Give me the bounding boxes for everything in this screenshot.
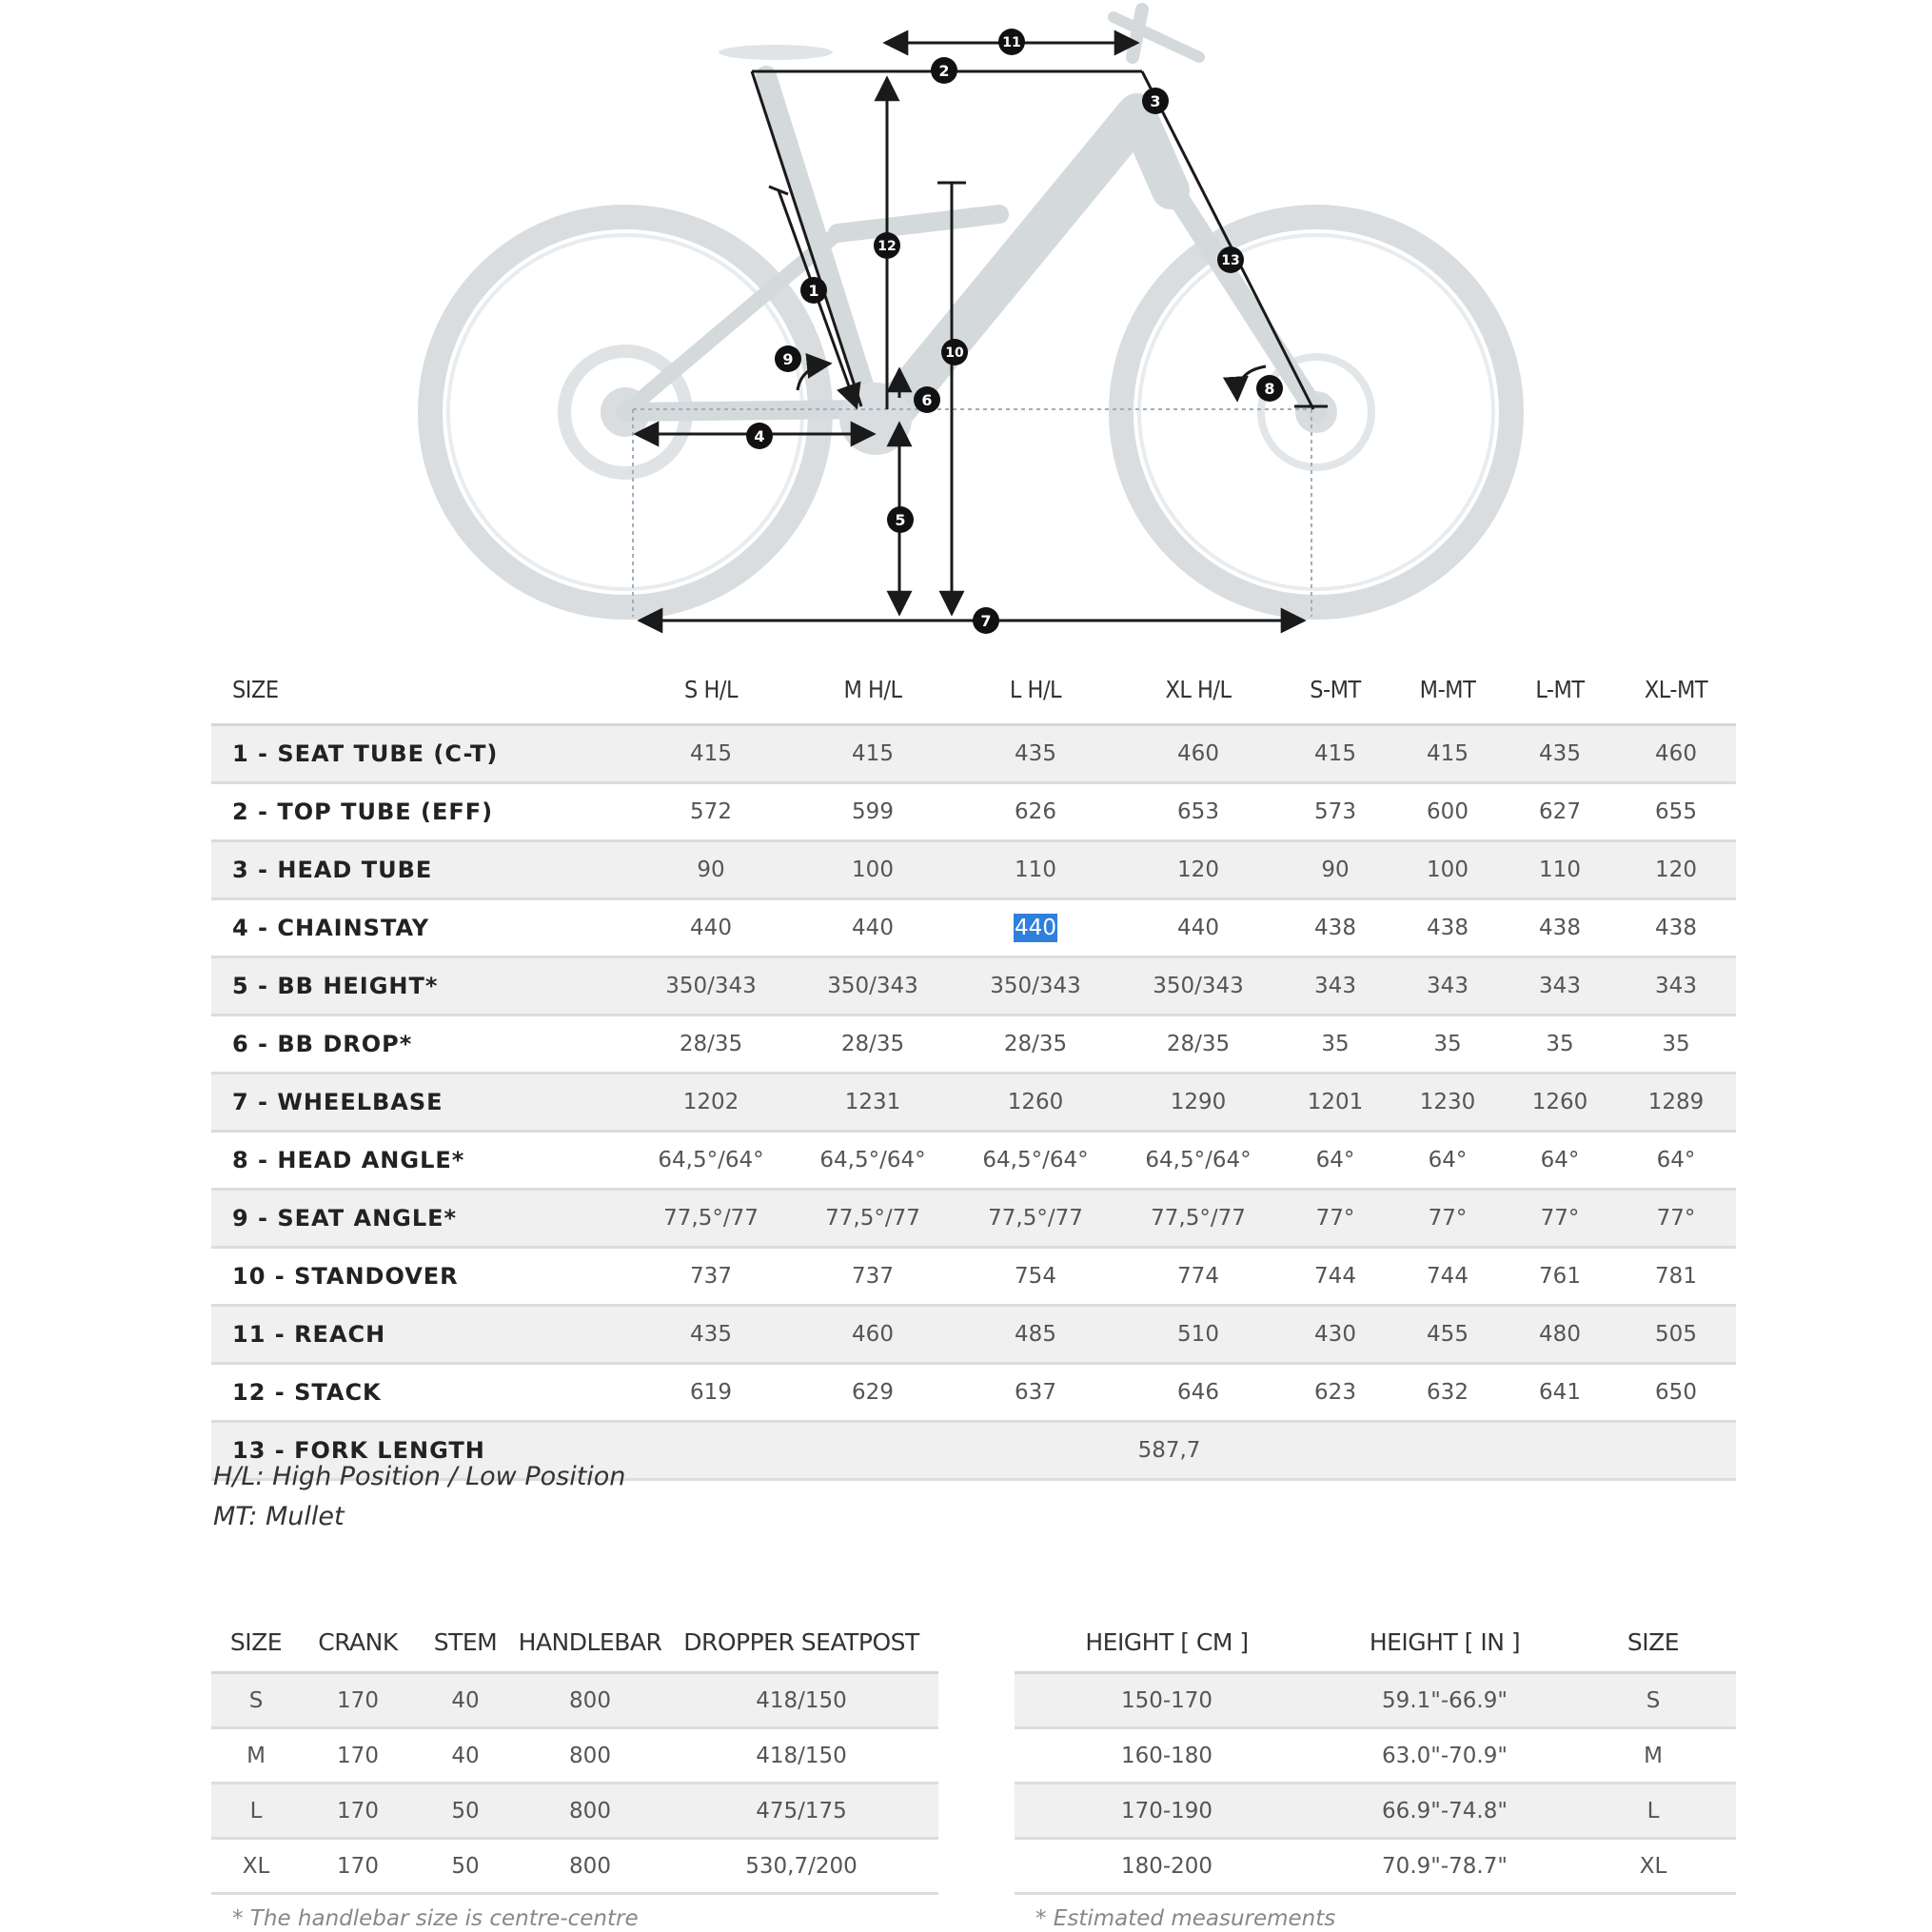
row-label: 8 - HEAD ANGLE* bbox=[211, 1132, 630, 1190]
marker-10 bbox=[941, 339, 968, 365]
table-cell: 64° bbox=[1279, 1132, 1391, 1190]
sizing-header-row bbox=[1015, 1612, 1736, 1673]
table-cell: 150-170 bbox=[1015, 1673, 1319, 1728]
table-cell: 35 bbox=[1504, 1015, 1616, 1074]
table-cell: 530,7/200 bbox=[664, 1839, 938, 1894]
table-cell: 77° bbox=[1616, 1190, 1736, 1248]
components-header-crank: CRANK bbox=[301, 1612, 415, 1673]
row-label: 4 - CHAINSTAY bbox=[211, 899, 630, 957]
marker-7 bbox=[973, 607, 999, 634]
svg-text:11: 11 bbox=[1002, 35, 1021, 50]
table-cell: 440 bbox=[792, 899, 954, 957]
svg-text:3: 3 bbox=[1150, 92, 1161, 110]
table-cell: 35 bbox=[1279, 1015, 1391, 1074]
table-cell: 418/150 bbox=[664, 1728, 938, 1784]
row-label: 5 - BB HEIGHT* bbox=[211, 957, 630, 1015]
table-cell: 35 bbox=[1391, 1015, 1504, 1074]
row-label: 12 - STACK bbox=[211, 1364, 630, 1422]
table-cell: 744 bbox=[1391, 1248, 1504, 1306]
components-table bbox=[211, 1612, 938, 1895]
table-cell: 573 bbox=[1279, 783, 1391, 841]
marker-12 bbox=[874, 232, 900, 259]
table-row bbox=[211, 1132, 1736, 1190]
table-cell: 415 bbox=[1279, 725, 1391, 783]
table-cell: 440 bbox=[1117, 899, 1279, 957]
table-cell: 28/35 bbox=[792, 1015, 954, 1074]
row-label: 2 - TOP TUBE (EFF) bbox=[211, 783, 630, 841]
table-cell: 1260 bbox=[954, 1074, 1117, 1132]
header-m-hl: M H/L bbox=[792, 655, 954, 725]
table-cell: 641 bbox=[1504, 1364, 1616, 1422]
sizing-header-height-cm: HEIGHT [ CM ] bbox=[1015, 1612, 1319, 1673]
svg-text:4: 4 bbox=[754, 427, 765, 445]
sizing-header-size: SIZE bbox=[1570, 1612, 1736, 1673]
table-cell: 1289 bbox=[1616, 1074, 1736, 1132]
row-label: 11 - REACH bbox=[211, 1306, 630, 1364]
table-cell: 77° bbox=[1391, 1190, 1504, 1248]
table-cell: 655 bbox=[1616, 783, 1736, 841]
geometry-header-row bbox=[211, 655, 1736, 725]
table-cell: 50 bbox=[415, 1839, 516, 1894]
table-row bbox=[211, 899, 1736, 957]
table-cell: 170-190 bbox=[1015, 1784, 1319, 1839]
table-cell: 460 bbox=[1117, 725, 1279, 783]
table-cell: 623 bbox=[1279, 1364, 1391, 1422]
table-cell: 600 bbox=[1391, 783, 1504, 841]
bike-geometry-diagram bbox=[0, 0, 1932, 647]
table-cell: 77,5°/77 bbox=[1117, 1190, 1279, 1248]
table-row bbox=[1015, 1784, 1736, 1839]
table-cell: 438 bbox=[1616, 899, 1736, 957]
geometry-table bbox=[211, 655, 1736, 1481]
table-cell: 59.1"-66.9" bbox=[1319, 1673, 1570, 1728]
table-cell: 1202 bbox=[630, 1074, 792, 1132]
table-cell: 800 bbox=[516, 1839, 664, 1894]
table-cell: 100 bbox=[792, 841, 954, 899]
table-cell: 761 bbox=[1504, 1248, 1616, 1306]
table-cell: 40 bbox=[415, 1728, 516, 1784]
fork-length-value: 587,7 bbox=[630, 1422, 1736, 1480]
table-cell: 510 bbox=[1117, 1306, 1279, 1364]
header-l-mt: L-MT bbox=[1504, 655, 1616, 725]
table-cell: 637 bbox=[954, 1364, 1117, 1422]
table-cell: 64,5°/64° bbox=[954, 1132, 1117, 1190]
table-cell: L bbox=[1570, 1784, 1736, 1839]
table-cell: 343 bbox=[1279, 957, 1391, 1015]
table-cell: 632 bbox=[1391, 1364, 1504, 1422]
table-cell: 1201 bbox=[1279, 1074, 1391, 1132]
table-cell: 66.9"-74.8" bbox=[1319, 1784, 1570, 1839]
note-mullet: MT: Mullet bbox=[213, 1502, 345, 1531]
svg-text:5: 5 bbox=[895, 511, 906, 529]
table-row bbox=[211, 1190, 1736, 1248]
header-m-mt: M-MT bbox=[1391, 655, 1504, 725]
header-l-hl: L H/L bbox=[954, 655, 1117, 725]
table-cell: 737 bbox=[792, 1248, 954, 1306]
svg-text:2: 2 bbox=[938, 62, 950, 80]
marker-8 bbox=[1256, 375, 1283, 402]
table-row bbox=[211, 1673, 938, 1728]
table-cell: 110 bbox=[1504, 841, 1616, 899]
table-cell: 438 bbox=[1391, 899, 1504, 957]
svg-text:7: 7 bbox=[980, 612, 992, 630]
table-cell: 646 bbox=[1117, 1364, 1279, 1422]
table-cell: 343 bbox=[1504, 957, 1616, 1015]
table-cell: 800 bbox=[516, 1673, 664, 1728]
row-label: 13 - FORK LENGTH bbox=[211, 1422, 630, 1480]
marker-5 bbox=[887, 506, 914, 533]
table-cell: 35 bbox=[1616, 1015, 1736, 1074]
table-cell: 418/150 bbox=[664, 1673, 938, 1728]
table-cell: 180-200 bbox=[1015, 1839, 1319, 1894]
table-cell: 350/343 bbox=[954, 957, 1117, 1015]
table-cell: XL bbox=[211, 1839, 301, 1894]
table-cell: 350/343 bbox=[630, 957, 792, 1015]
table-cell bbox=[954, 899, 1117, 957]
table-cell: 170 bbox=[301, 1728, 415, 1784]
table-row bbox=[1015, 1728, 1736, 1784]
table-row bbox=[211, 1074, 1736, 1132]
table-cell: 77° bbox=[1504, 1190, 1616, 1248]
marker-1 bbox=[800, 277, 827, 304]
table-cell: 1260 bbox=[1504, 1074, 1616, 1132]
bike-silhouette bbox=[430, 10, 1511, 607]
table-cell: 781 bbox=[1616, 1248, 1736, 1306]
row-label: 6 - BB DROP* bbox=[211, 1015, 630, 1074]
table-cell: 28/35 bbox=[630, 1015, 792, 1074]
table-cell: 455 bbox=[1391, 1306, 1504, 1364]
table-cell: 28/35 bbox=[1117, 1015, 1279, 1074]
table-cell: 572 bbox=[630, 783, 792, 841]
table-cell: 77,5°/77 bbox=[630, 1190, 792, 1248]
table-cell: 120 bbox=[1616, 841, 1736, 899]
table-cell: 170 bbox=[301, 1784, 415, 1839]
table-cell: 438 bbox=[1279, 899, 1391, 957]
table-row bbox=[211, 1364, 1736, 1422]
table-cell: 90 bbox=[630, 841, 792, 899]
components-header-row bbox=[211, 1612, 938, 1673]
table-cell: 28/35 bbox=[954, 1015, 1117, 1074]
components-header-handlebar: HANDLEBAR bbox=[516, 1612, 664, 1673]
components-header-stem: STEM bbox=[415, 1612, 516, 1673]
table-row bbox=[1015, 1839, 1736, 1894]
sizing-header-height-in: HEIGHT [ IN ] bbox=[1319, 1612, 1570, 1673]
table-row bbox=[211, 1728, 938, 1784]
marker-2 bbox=[931, 57, 957, 84]
row-label: 1 - SEAT TUBE (C-T) bbox=[211, 725, 630, 783]
components-header-size: SIZE bbox=[211, 1612, 301, 1673]
table-cell: 435 bbox=[1504, 725, 1616, 783]
sizing-table bbox=[1015, 1612, 1736, 1895]
table-row bbox=[211, 1784, 938, 1839]
table-cell: 754 bbox=[954, 1248, 1117, 1306]
table-cell: 627 bbox=[1504, 783, 1616, 841]
components-header-dropper: DROPPER SEATPOST bbox=[664, 1612, 938, 1673]
table-row bbox=[211, 783, 1736, 841]
svg-text:9: 9 bbox=[782, 350, 794, 368]
table-cell: 64° bbox=[1616, 1132, 1736, 1190]
table-cell: 343 bbox=[1391, 957, 1504, 1015]
svg-text:12: 12 bbox=[877, 239, 897, 254]
table-cell: 480 bbox=[1504, 1306, 1616, 1364]
table-cell: 77,5°/77 bbox=[954, 1190, 1117, 1248]
table-cell: 170 bbox=[301, 1839, 415, 1894]
row-label: 9 - SEAT ANGLE* bbox=[211, 1190, 630, 1248]
table-row bbox=[211, 841, 1736, 899]
table-cell: 1230 bbox=[1391, 1074, 1504, 1132]
table-cell: 599 bbox=[792, 783, 954, 841]
marker-3 bbox=[1142, 88, 1169, 114]
marker-11 bbox=[998, 29, 1025, 55]
marker-13 bbox=[1217, 246, 1244, 273]
table-cell: 744 bbox=[1279, 1248, 1391, 1306]
table-cell: 774 bbox=[1117, 1248, 1279, 1306]
table-cell: 800 bbox=[516, 1728, 664, 1784]
svg-text:8: 8 bbox=[1264, 380, 1275, 398]
table-cell: M bbox=[1570, 1728, 1736, 1784]
table-cell: L bbox=[211, 1784, 301, 1839]
table-cell: 64° bbox=[1504, 1132, 1616, 1190]
table-cell: 160-180 bbox=[1015, 1728, 1319, 1784]
table-cell: 77° bbox=[1279, 1190, 1391, 1248]
table-cell: 438 bbox=[1504, 899, 1616, 957]
table-cell: 650 bbox=[1616, 1364, 1736, 1422]
table-cell: 415 bbox=[792, 725, 954, 783]
svg-text:10: 10 bbox=[945, 345, 964, 361]
table-cell: 475/175 bbox=[664, 1784, 938, 1839]
table-row bbox=[211, 1015, 1736, 1074]
table-row bbox=[211, 957, 1736, 1015]
table-cell: 460 bbox=[792, 1306, 954, 1364]
table-cell: 505 bbox=[1616, 1306, 1736, 1364]
table-row bbox=[211, 725, 1736, 783]
header-xl-mt: XL-MT bbox=[1616, 655, 1736, 725]
row-label: 3 - HEAD TUBE bbox=[211, 841, 630, 899]
table-cell: 460 bbox=[1616, 725, 1736, 783]
marker-9 bbox=[775, 345, 801, 372]
header-s-hl: S H/L bbox=[630, 655, 792, 725]
row-label: 7 - WHEELBASE bbox=[211, 1074, 630, 1132]
marker-6 bbox=[914, 386, 940, 413]
table-cell: 1290 bbox=[1117, 1074, 1279, 1132]
table-cell: 120 bbox=[1117, 841, 1279, 899]
table-cell: 64° bbox=[1391, 1132, 1504, 1190]
table-cell: 110 bbox=[954, 841, 1117, 899]
table-cell: 415 bbox=[1391, 725, 1504, 783]
table-cell: S bbox=[1570, 1673, 1736, 1728]
svg-text:13: 13 bbox=[1221, 253, 1240, 268]
table-row bbox=[211, 1839, 938, 1894]
estimated-footnote: * Estimated measurements bbox=[1035, 1906, 1336, 1931]
table-cell: 64,5°/64° bbox=[792, 1132, 954, 1190]
table-cell: 170 bbox=[301, 1673, 415, 1728]
table-cell: XL bbox=[1570, 1839, 1736, 1894]
table-cell: 430 bbox=[1279, 1306, 1391, 1364]
table-cell: 435 bbox=[630, 1306, 792, 1364]
table-cell: 100 bbox=[1391, 841, 1504, 899]
table-cell: 90 bbox=[1279, 841, 1391, 899]
table-cell: 435 bbox=[954, 725, 1117, 783]
table-cell: S bbox=[211, 1673, 301, 1728]
selected-text: 440 bbox=[1015, 916, 1056, 940]
table-cell: M bbox=[211, 1728, 301, 1784]
table-cell: 40 bbox=[415, 1673, 516, 1728]
table-cell: 1231 bbox=[792, 1074, 954, 1132]
header-s-mt: S-MT bbox=[1279, 655, 1391, 725]
header-xl-hl: XL H/L bbox=[1117, 655, 1279, 725]
marker-4 bbox=[746, 423, 773, 449]
table-cell: 77,5°/77 bbox=[792, 1190, 954, 1248]
header-size: SIZE bbox=[211, 655, 630, 725]
table-cell: 485 bbox=[954, 1306, 1117, 1364]
table-row bbox=[211, 1306, 1736, 1364]
table-row bbox=[1015, 1673, 1736, 1728]
table-cell: 737 bbox=[630, 1248, 792, 1306]
table-cell: 64,5°/64° bbox=[1117, 1132, 1279, 1190]
svg-text:6: 6 bbox=[921, 391, 933, 409]
table-cell: 63.0"-70.9" bbox=[1319, 1728, 1570, 1784]
table-cell: 800 bbox=[516, 1784, 664, 1839]
svg-text:1: 1 bbox=[808, 282, 819, 300]
table-cell: 440 bbox=[630, 899, 792, 957]
note-high-low: H/L: High Position / Low Position bbox=[213, 1462, 626, 1491]
table-cell: 70.9"-78.7" bbox=[1319, 1839, 1570, 1894]
table-cell: 350/343 bbox=[1117, 957, 1279, 1015]
table-cell: 50 bbox=[415, 1784, 516, 1839]
table-cell: 626 bbox=[954, 783, 1117, 841]
table-row bbox=[211, 1248, 1736, 1306]
handlebar-footnote: * The handlebar size is centre-centre bbox=[232, 1906, 639, 1931]
table-cell: 343 bbox=[1616, 957, 1736, 1015]
table-cell: 415 bbox=[630, 725, 792, 783]
table-cell: 64,5°/64° bbox=[630, 1132, 792, 1190]
row-label: 10 - STANDOVER bbox=[211, 1248, 630, 1306]
table-cell: 350/343 bbox=[792, 957, 954, 1015]
table-cell: 629 bbox=[792, 1364, 954, 1422]
table-cell: 653 bbox=[1117, 783, 1279, 841]
table-cell: 619 bbox=[630, 1364, 792, 1422]
